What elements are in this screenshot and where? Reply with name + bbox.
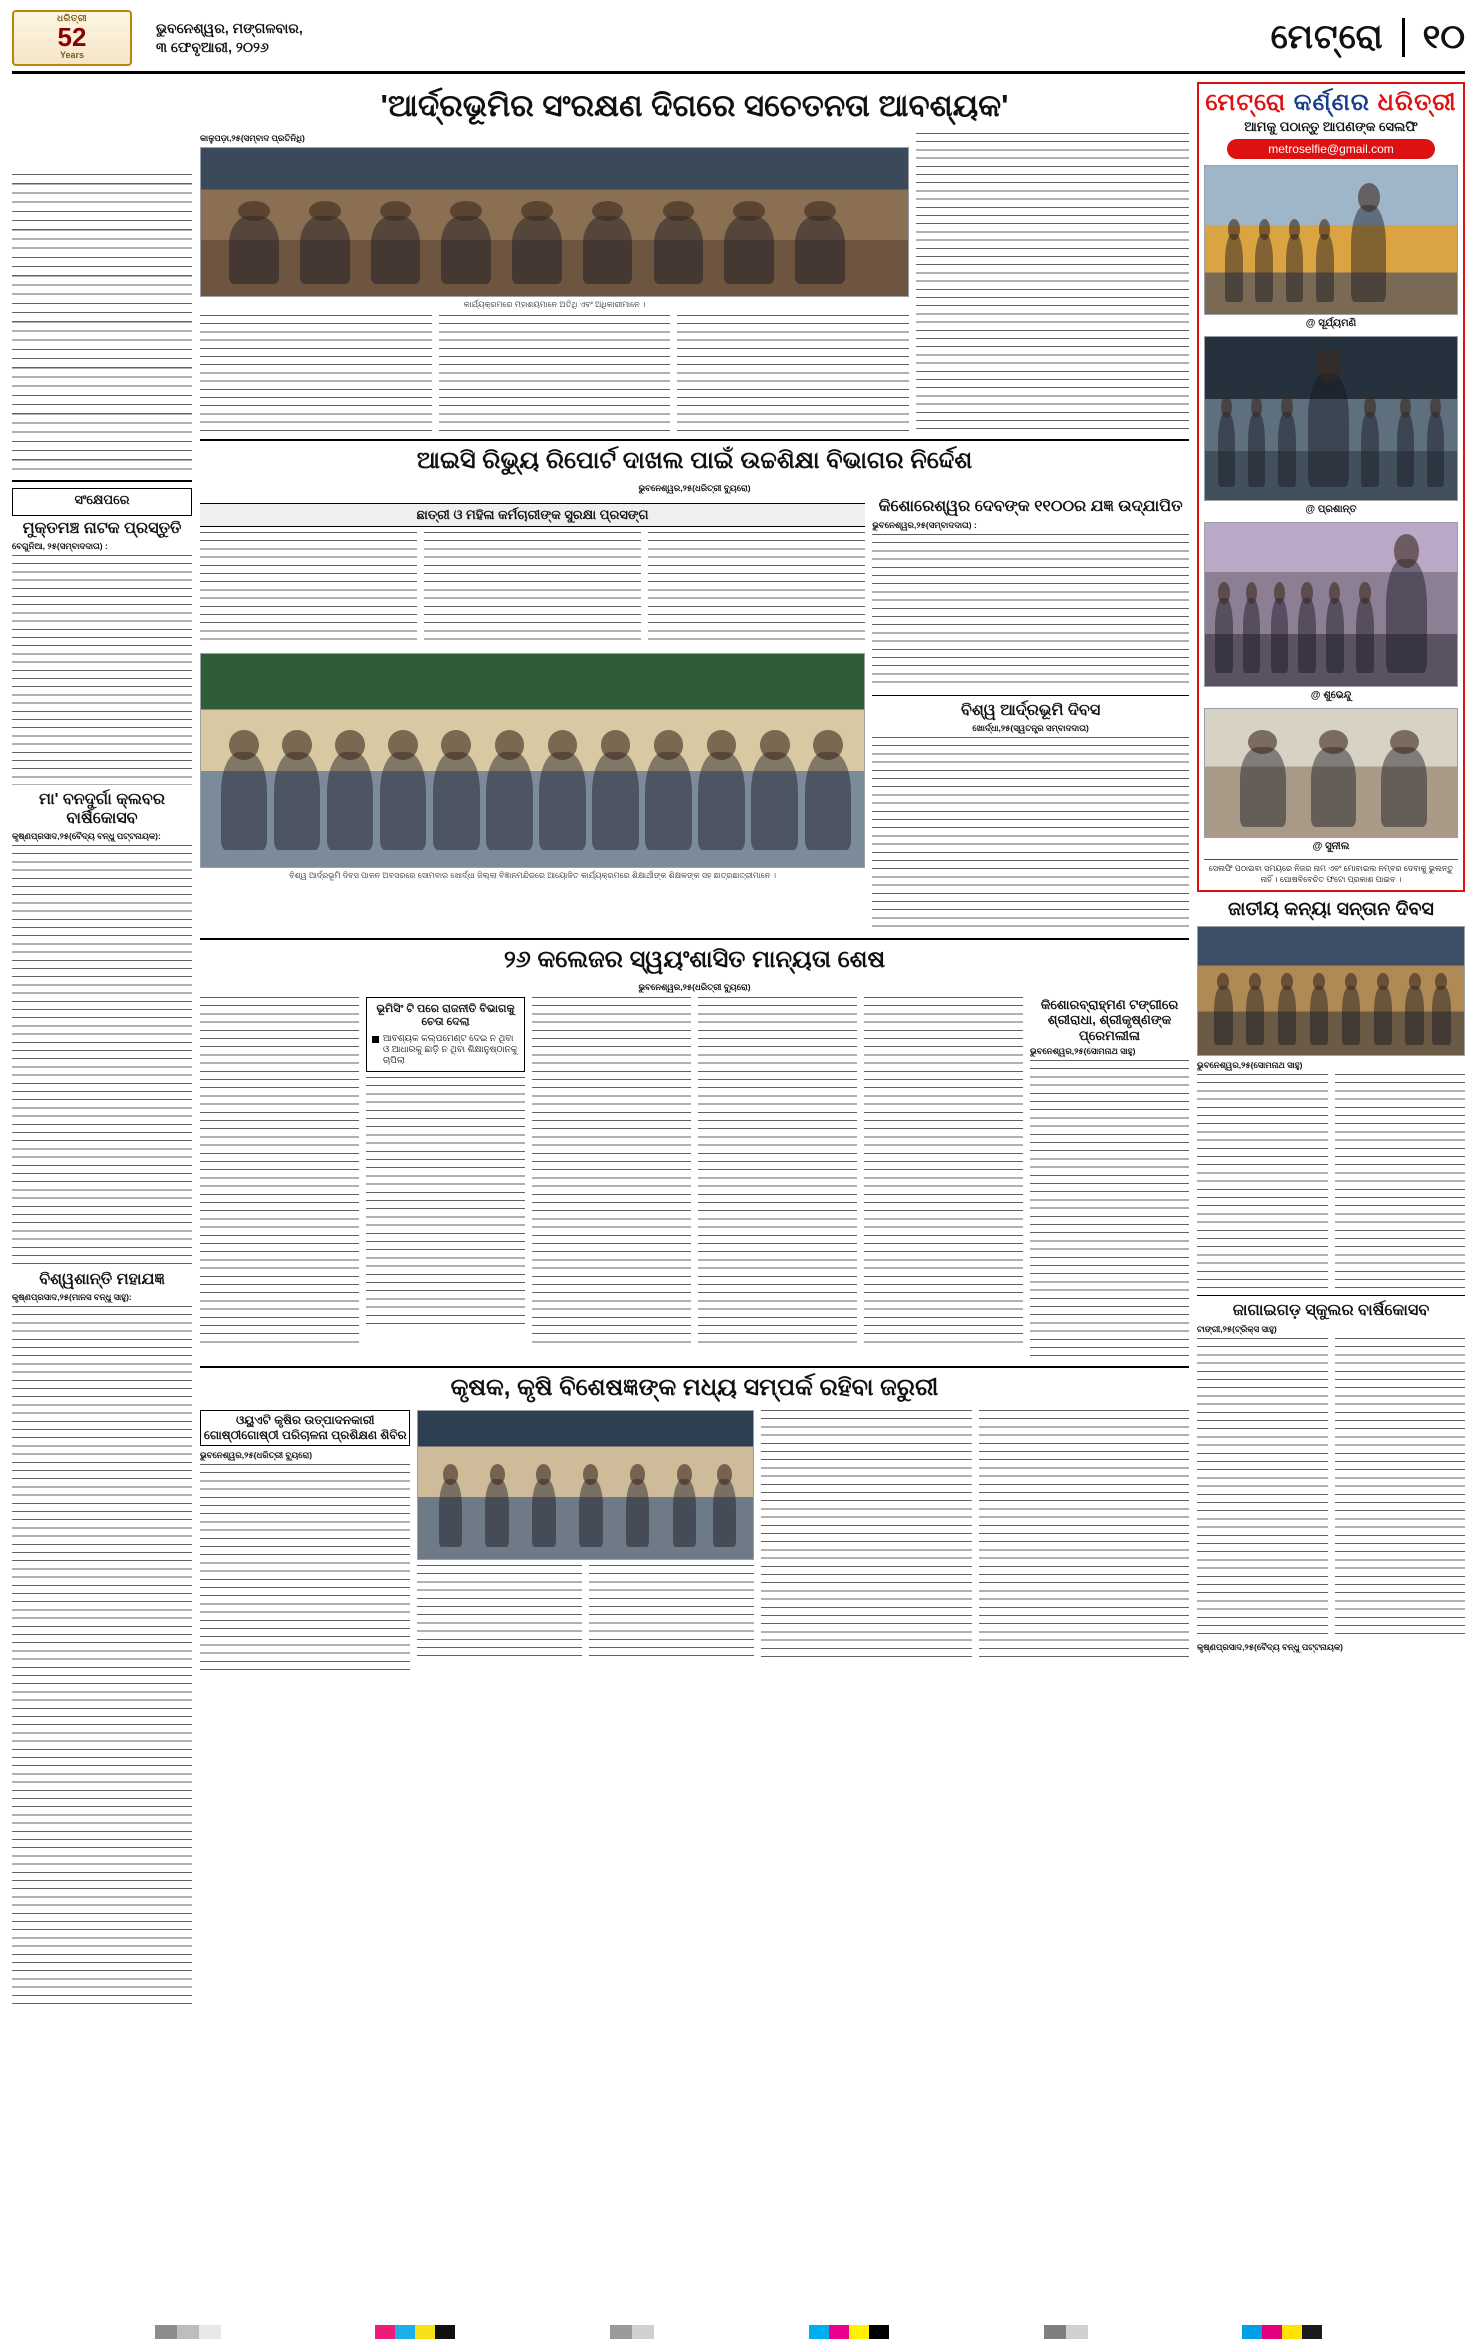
masthead [12,10,1465,74]
story2-photo [200,653,865,868]
ad-tagline: ଆମକୁ ପଠାନ୍ତୁ ଆପଣଙ୍କ ସେଲଫି [1244,119,1418,134]
ad-brand-mid: କର୍ଣ୍ଣର [1293,89,1370,116]
story-a-text [872,534,1189,689]
story-c-byline: ଭୁବନେଶ୍ୱର,୨୫(ସୋମନାଥ ସାହୁ) [1030,1045,1136,1056]
right-story2-byline: ଟାଙ୍ଗୀ,୨୫(ଟ୍ରିକ୍ସ ସାହୁ) [1197,1323,1277,1334]
lead-story-sidecol-text [916,133,1189,433]
metro-corner-selfie-ad[interactable] [1197,82,1465,892]
lead-story-left-text [12,174,192,474]
selfie-photo-3 [1204,522,1458,687]
story-ic-review [200,447,1189,932]
ad-footer-note: ସେଲଫି ପଠାଇବା ସମୟରେ ନିଜର ନାମ ଏବଂ ମୋବାଇଲ ନମ୍ବର ଦେବାକୁ ଭୁଲନ୍ତୁ ନାହିଁ । ଘୋଷବିବେଚିତ ଫଟୋ ପ୍ରକାଶ ପାଇବ । [1204,859,1458,885]
story3-box-title: ଭୂମିସିଂ ଟି ପରେ ରାଜନୀତି ବିଭାଗକୁ ଚେତା ଦେଲା [376,1002,515,1028]
story-ouat-farmers [200,1374,1189,1674]
story3-box-bullet [372,1033,519,1066]
section-title: ମେଟ୍ରୋ [1270,18,1384,56]
right-story1-byline: ଭୁବନେଶ୍ୱର,୨୫(ସୋମନାଥ ସାହୁ) [1197,1059,1303,1070]
story-b-title: ବିଶ୍ୱ ଆର୍ଦ୍ରଭୂମି ଦିବସ [960,701,1101,719]
bullet-square-icon [372,1036,379,1043]
story-b-byline: ଖୋର୍ଦ୍ଧା,୨୫(ସ୍ୱତନ୍ତ୍ର ସମ୍ବାଦଦାତା) [972,722,1089,733]
masthead-section-area [1271,18,1465,57]
dateline-date: ୩ ଫେବୃଆରୀ, ୨୦୨୬ [156,38,269,55]
brief-3-title: ବିଶ୍ୱଶାନ୍ତି ମହାଯଜ୍ଞ [39,1270,165,1288]
brief-2-text [12,845,192,1265]
logo-years-label: Years [59,50,85,61]
story4-byline: ଭୁବନେଶ୍ୱର,୨୫(ଧରିତ୍ରୀ ବ୍ୟୁରୋ) [200,1450,313,1461]
print-registration-colorbar [0,2325,1477,2339]
lead-photo [200,147,909,297]
ad-brand-left: ମେଟ୍ରୋ [1205,89,1287,116]
lead-byline: କାଳୁପଡ଼ା,୨୫(ସମ୍ବାଦ ପ୍ରତିନିଧି) [200,132,305,143]
logo-years-number: 52 [57,21,87,52]
story2-subhead: ଛାତ୍ରୀ ଓ ମହିଳା କର୍ମଚାରୀଙ୍କ ସୁରକ୍ଷା ପ୍ରସଙ୍ଗ [200,503,865,527]
center-column [200,82,1189,2006]
ad-email[interactable]: metroselfie@gmail.com [1227,139,1435,159]
right-column [1197,82,1465,2006]
masthead-dateline [156,19,303,57]
selfie-photo-2 [1204,336,1458,501]
right-story1-title: ଜାତୀୟ କନ୍ୟା ସନ୍ତାନ ଦିବସ [1228,899,1434,921]
brief-1-byline: ବେଗୁନିଆ, ୨୫(ସମ୍ବାଦଦାତା) : [12,540,108,551]
ad-brand-right: ଧରିତ୍ରୀ [1377,89,1457,116]
page-body [12,82,1465,2006]
briefs-title: ସଂକ୍ଷେପରେ [74,492,130,507]
page-number: ୧୦ [1402,18,1465,57]
story-b-text [872,737,1189,932]
story-a-title: କିଶୋରେଶ୍ୱର ଦେବଙ୍କ ୧୧୦୦ର ଯଜ୍ଞ ଉଦ୍‌ଯାପିତ [878,497,1183,515]
brief-item-3 [12,1271,192,2006]
selfie-3-caption: @ ଶୁଭେନ୍ଦୁ [1310,690,1352,701]
story3-byline: ଭୁବନେଶ୍ୱର,୨୫(ଧରିତ୍ରୀ ବ୍ୟୁରୋ) [638,981,751,992]
story4-photo [417,1410,754,1560]
story4-headline: କୃଷକ, କୃଷି ବିଶେଷଜ୍ଞଙ୍କ ମଧ୍ୟ ସମ୍ପର୍କ ରହିବା ଜରୁରୀ [450,1373,939,1401]
brief-2-title: ମା' ବନଦୁର୍ଗା କ୍ଲବର ବାର୍ଷିକୋସବ [39,790,165,827]
story-girl-child-day [1197,899,1465,1288]
right-story2-title: ଜାଗାଇଗଡ଼ ସ୍କୁଲର ବାର୍ଷିକୋସବ [1232,1301,1430,1319]
ad-header [1204,89,1458,159]
story-26-colleges [200,946,1189,1360]
selfie-photo-1 [1204,165,1458,315]
logo-title: ଧରିତ୍ରୀ [56,13,88,24]
lead-headline: 'ଆର୍ଦ୍ରଭୂମିର ସଂରକ୍ଷଣ ଦିଗରେ ସଚେତନତା ଆବଶ୍ୟକ' [380,88,1009,123]
story4-kicker: ଓୟୁଏଟି କୃଷିର ଉତ୍ପାଦନକାରୀ ଗୋଷ୍ଠୀଗୋଷ୍ଠୀ ପରିଚାଳନା ପ୍ରଶିକ୍ଷଣ ଶିବିର [200,1410,410,1446]
brief-item-1 [12,520,192,785]
lead-story [200,88,1189,433]
left-column [12,82,192,2006]
publication-logo [12,10,132,66]
story2-photo-caption: ବିଶ୍ୱ ଆର୍ଦ୍ରଭୂମି ଦିବସ ପାଳନ ଅବସରରେ ସୋମବାର ଖୋର୍ଦ୍ଧା ଜିଲ୍ଲା ବିଜ୍ଞାନମନ୍ଦିରରେ ଆୟୋଜିତ କାର୍ଯ୍ୟକ୍ରମରେ ଶିକ୍ଷାର୍ଥୀଙ୍କ ଶିକ୍ଷକଙ୍କ ସହ ଛାତ୍ରଛାତ୍ରୀମାନେ । [289,870,777,880]
story-c-title: କିଶୋରବ୍ରାହ୍ମଣ ଟଙ୍ଗୀରେ ଶ୍ରୀରାଧା, ଶ୍ରୀକୃଷ୍ଣଙ୍କ ପ୍ରେମଲୀଳା [1040,996,1179,1043]
story-school-annual [1197,1302,1465,1653]
selfie-1-caption: @ ସୂର୍ଯ୍ୟମଣି [1305,318,1357,329]
right-story1-photo [1197,926,1465,1056]
story2-headline: ଆଇସି ରିଭ୍ୟୁ ରିପୋର୍ଟ ଦାଖଲ ପାଇଁ ଉଚ୍ଚଶିକ୍ଷା ବିଭାଗର ନିର୍ଦ୍ଦେଶ [416,446,973,474]
brief-2-byline: କୃଷ୍ଣପ୍ରସାଦ,୨୫(ବୈଦ୍ୟ ବନ୍ଧୁ ପଟ୍ଟନାୟକ): [12,830,161,841]
dateline-place: ଭୁବନେଶ୍ୱର, ମଙ୍ଗଳବାର, [156,19,303,36]
story3-callout-box [366,997,525,1072]
selfie-4-caption: @ ସୁନୀଲ [1312,841,1350,852]
lead-photo-caption: କାର୍ଯ୍ୟକ୍ରମରେ ମହାଶୟମାନେ ଅତିଥି ଏବଂ ଅଧିକାରୀମାନେ । [463,299,646,309]
brief-1-text [12,555,192,785]
brief-item-2 [12,791,192,1265]
right-story3-byline: କୃଷ୍ଣପ୍ରସାଦ,୨୫(ବୈଦ୍ୟ ବନ୍ଧୁ ପଟ୍ଟନାୟକ) [1197,1641,1343,1652]
story-c-text [1030,1060,1189,1360]
selfie-photo-4 [1204,708,1458,838]
ad-brand [1204,89,1458,117]
selfie-2-caption: @ ପ୍ରଶାନ୍ତ [1305,504,1357,515]
story-a-byline: ଭୁବନେଶ୍ୱର,୨୫(ସମ୍ବାଦଦାତା) : [872,519,977,530]
story3-bullet-text: ଆବଶ୍ୟକ କଲ୍ପମେଣ୍ଟ ଦେଇ ନ ଥିବା ଓ ଆଧାରକୁ ଛାଡ଼ି ନ ଥିବା ଶିକ୍ଷାନୁଷ୍ଠାନକୁ ଚାପିଲା [383,1032,518,1065]
brief-1-title: ମୁକ୍ତମଞ୍ଚ ନାଟକ ପ୍ରସ୍ତୁତି [22,520,182,537]
briefs-section-header [12,488,192,516]
story3-headline: ୨୬ କଲେଜର ସ୍ୱୟଂଶାସିତ ମାନ୍ୟତା ଶେଷ [503,945,886,973]
story2-byline: ଭୁବନେଶ୍ୱର,୨୫(ଧରିତ୍ରୀ ବ୍ୟୁରୋ) [638,482,751,493]
brief-3-text [12,1306,192,2006]
brief-3-byline: କୃଷ୍ଣପ୍ରସାଦ,୨୫(ମାନସ ବନ୍ଧୁ ସାହୁ): [12,1291,132,1302]
